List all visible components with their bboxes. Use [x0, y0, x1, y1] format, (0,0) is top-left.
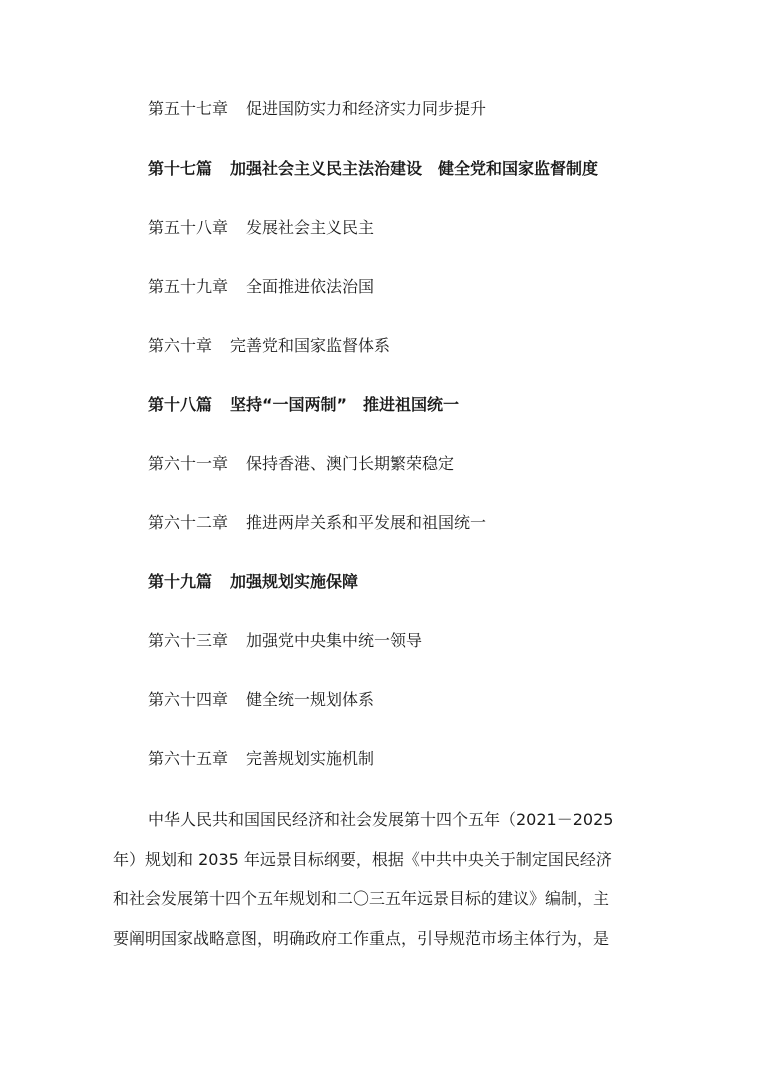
chapter-number: 第六十四章 — [148, 690, 229, 709]
intro-paragraph-line: 年）规划和 2035 年远景目标纲要，根据《中共中央关于制定国民经济 — [113, 850, 612, 869]
toc-chapter-58 — [148, 218, 374, 238]
chapter-title: 推进两岸关系和平发展和祖国统一 — [246, 513, 487, 532]
chapter-title: 加强党中央集中统一领导 — [246, 631, 423, 650]
toc-chapter-63 — [148, 631, 422, 651]
intro-paragraph-line: 要阐明国家战略意图，明确政府工作重点，引导规范市场主体行为，是 — [113, 929, 610, 948]
part-title: 加强社会主义民主法治建设 健全党和国家监督制度 — [230, 159, 599, 178]
toc-part-18 — [148, 395, 459, 415]
part-title: 加强规划实施保障 — [230, 572, 359, 591]
intro-paragraph-line: 中华人民共和国国民经济和社会发展第十四个五年（2021－2025 — [148, 810, 614, 829]
chapter-number: 第五十八章 — [148, 218, 229, 237]
toc-chapter-65 — [148, 749, 374, 769]
chapter-number: 第六十三章 — [148, 631, 229, 650]
chapter-title: 健全统一规划体系 — [246, 690, 375, 709]
chapter-title: 全面推进依法治国 — [246, 277, 375, 296]
toc-chapter-59 — [148, 277, 374, 297]
chapter-number: 第六十五章 — [148, 749, 229, 768]
chapter-title: 完善规划实施机制 — [246, 749, 375, 768]
part-number: 第十八篇 — [148, 395, 213, 414]
chapter-number: 第六十二章 — [148, 513, 229, 532]
chapter-title: 完善党和国家监督体系 — [230, 336, 391, 355]
part-number: 第十九篇 — [148, 572, 213, 591]
chapter-number: 第五十七章 — [148, 99, 229, 118]
toc-chapter-57 — [148, 99, 486, 119]
part-title: 坚持“一国两制” 推进祖国统一 — [230, 395, 460, 414]
part-number: 第十七篇 — [148, 159, 213, 178]
toc-chapter-62 — [148, 513, 486, 533]
toc-chapter-64 — [148, 690, 374, 710]
intro-paragraph-line: 和社会发展第十四个五年规划和二〇三五年远景目标的建议》编制，主 — [113, 889, 610, 908]
toc-chapter-61 — [148, 454, 454, 474]
chapter-number: 第五十九章 — [148, 277, 229, 296]
toc-chapter-60 — [148, 336, 390, 356]
chapter-title: 发展社会主义民主 — [246, 218, 375, 237]
toc-part-17 — [148, 159, 598, 179]
chapter-title: 保持香港、澳门长期繁荣稳定 — [246, 454, 455, 473]
chapter-number: 第六十章 — [148, 336, 213, 355]
chapter-number: 第六十一章 — [148, 454, 229, 473]
chapter-title: 促进国防实力和经济实力同步提升 — [246, 99, 487, 118]
toc-part-19 — [148, 572, 358, 592]
